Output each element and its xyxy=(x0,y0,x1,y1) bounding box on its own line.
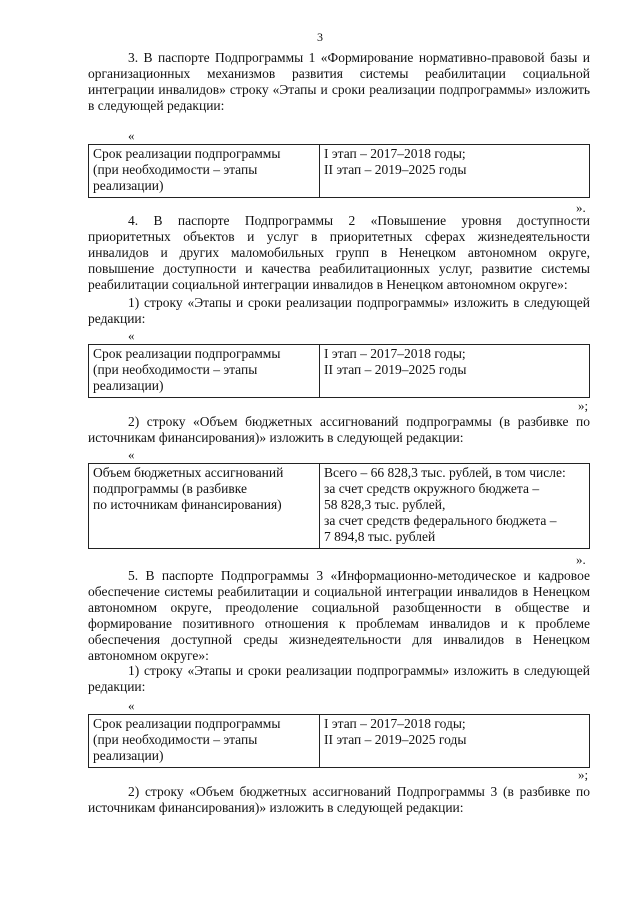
table-cell-label: Срок реализации подпрограммы (при необходимости – этапы реализации) xyxy=(89,345,320,398)
close-quote: »; xyxy=(578,398,589,413)
table-cell-value: I этап – 2017–2018 годы; II этап – 2019–2025 годы xyxy=(320,715,590,768)
paragraph-5-item-1: 1) строку «Этапы и сроки реализации подпрограммы» изложить в следующей редакции: xyxy=(88,663,590,694)
passport-table-2-budget xyxy=(88,463,590,549)
paragraph-4-item-2: 2) строку «Объем бюджетных ассигнований подпрограммы (в разбивке по источникам финансирования)» изложить в следующей редакции: xyxy=(88,414,590,445)
paragraph-5: 5. В паспорте Подпрограммы 3 «Информационно-методическое и кадровое обеспечение системы реабилитации и социальной интеграции инвалидов в Ненецком автономном округе, преодоление социальной разобщенности в обществе и формирование позитивного отношения к проблемам инвалидов и к проблеме обеспечения доступной среды жизнедеятельности для инвалидов в Ненецком автономном округе»: xyxy=(88,568,590,663)
paragraph-5-item-2: 2) строку «Объем бюджетных ассигнований Подпрограммы 3 (в разбивке по источникам финансирования)» изложить в следующей редакции: xyxy=(88,784,590,815)
passport-table-1-stages xyxy=(88,144,590,198)
table-cell-value: Всего – 66 828,3 тыс. рублей, в том числе: за счет средств окружного бюджета – 58 828,3 тыс. рублей, за счет средств федерального бюджета – 7 894,8 тыс. рублей xyxy=(320,464,590,549)
passport-table-3-stages xyxy=(88,714,590,768)
table-cell-label: Срок реализации подпрограммы (при необходимости – этапы реализации) xyxy=(89,715,320,768)
paragraph-4: 4. В паспорте Подпрограммы 2 «Повышение уровня доступности приоритетных объектов и услуг в приоритетных сферах жизнедеятельности инвалидов и других маломобильных групп в Ненецком автономном округе, повышение доступности и качества реабилитационных услуг, развитие системы реабилитации социальной интеграции инвалидов в Ненецком автономном округе»: xyxy=(88,213,590,292)
open-quote: « xyxy=(128,128,135,143)
close-quote: ». xyxy=(576,200,586,215)
paragraph-3: 3. В паспорте Подпрограммы 1 «Формирование нормативно-правовой базы и организационных механизмов развития системы реабилитации социальной интеграции инвалидов» строку «Этапы и сроки реализации подпрограммы» изложить в следующей редакции: xyxy=(88,50,590,113)
table-cell-value: I этап – 2017–2018 годы; II этап – 2019–2025 годы xyxy=(320,145,590,198)
paragraph-4-item-1: 1) строку «Этапы и сроки реализации подпрограммы» изложить в следующей редакции: xyxy=(88,295,590,326)
page-number: 3 xyxy=(317,30,323,44)
passport-table-2-stages xyxy=(88,344,590,398)
open-quote: « xyxy=(128,698,135,713)
close-quote: »; xyxy=(578,767,589,782)
table-cell-value: I этап – 2017–2018 годы; II этап – 2019–2025 годы xyxy=(320,345,590,398)
table-cell-label: Срок реализации подпрограммы (при необходимости – этапы реализации) xyxy=(89,145,320,198)
close-quote: ». xyxy=(576,552,586,567)
open-quote: « xyxy=(128,447,135,462)
table-cell-label: Объем бюджетных ассигнований подпрограммы (в разбивке по источникам финансирования) xyxy=(89,464,320,549)
open-quote: « xyxy=(128,328,135,343)
